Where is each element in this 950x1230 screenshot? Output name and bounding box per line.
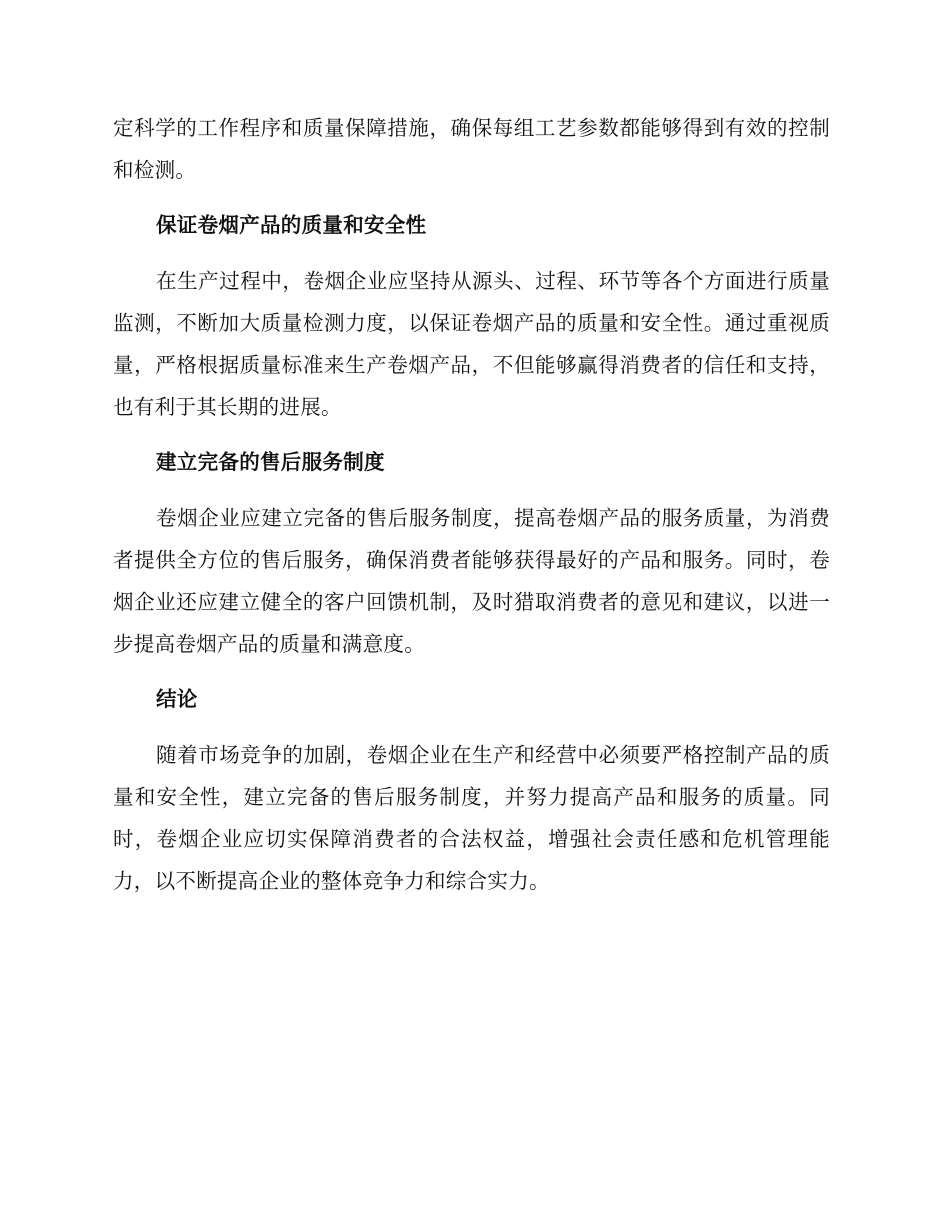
section-heading-after-sales: 建立完备的售后服务制度: [156, 450, 385, 474]
section-heading-conclusion: 结论: [156, 687, 198, 711]
document-body: [113, 107, 830, 902]
section-heading-quality-safety: 保证卷烟产品的质量和安全性: [156, 213, 427, 237]
paragraph-conclusion: 随着市场竞争的加剧，卷烟企业在生产和经营中必须要严格控制产品的质量和安全性，建立完备的售后服务制度，并努力提高产品和服务的质量。同时，卷烟企业应切实保障消费者的合法权益，增强社会责任感和危机管理能力，以不断提高企业的整体竞争力和综合实力。: [113, 743, 830, 893]
paragraph-after-sales: 卷烟企业应建立完备的售后服务制度，提高卷烟产品的服务质量，为消费者提供全方位的售后服务，确保消费者能够获得最好的产品和服务。同时，卷烟企业还应建立健全的客户回馈机制，及时猎取消费者的意见和建议，以进一步提高卷烟产品的质量和满意度。: [113, 506, 830, 656]
paragraph-continuation: 定科学的工作程序和质量保障措施，确保每组工艺参数都能够得到有效的控制和检测。: [113, 116, 830, 182]
paragraph-quality-safety: 在生产过程中，卷烟企业应坚持从源头、过程、环节等各个方面进行质量监测，不断加大质量检测力度，以保证卷烟产品的质量和安全性。通过重视质量，严格根据质量标准来生产卷烟产品，不但能够赢得消费者的信任和支持，也有利于其长期的进展。: [113, 269, 830, 419]
